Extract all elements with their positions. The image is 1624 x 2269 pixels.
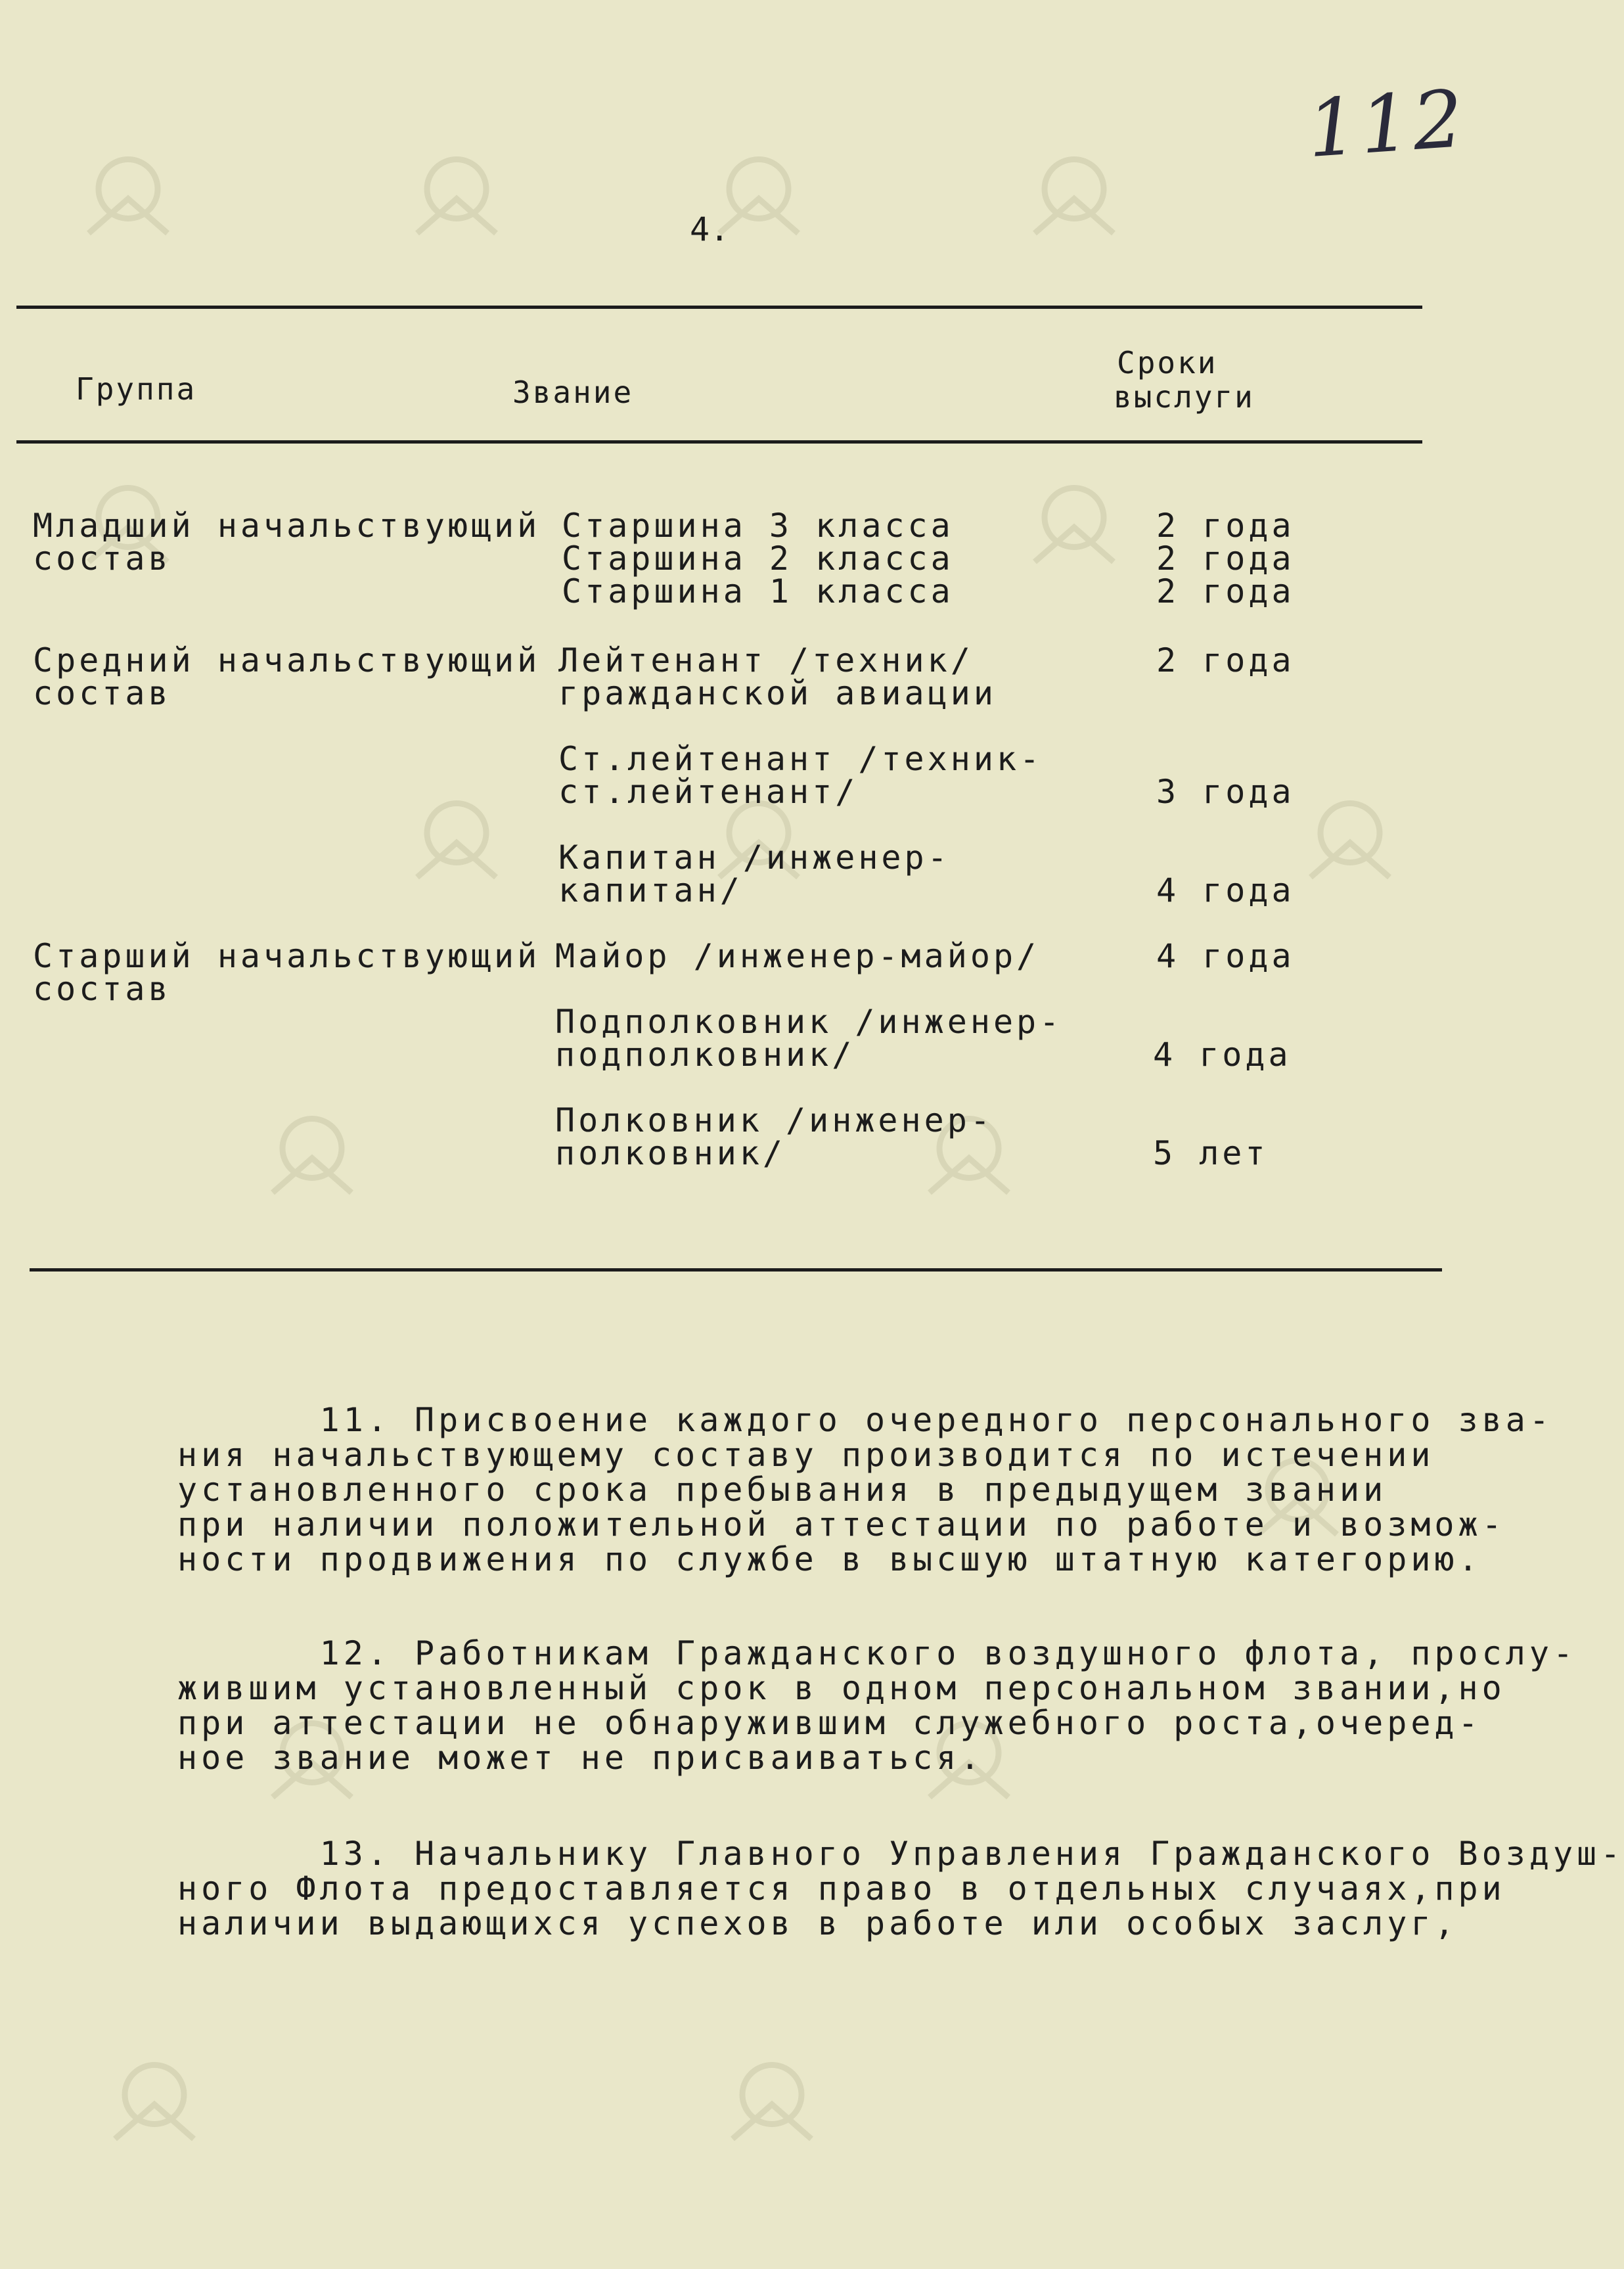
rank-cell: полковник/ (555, 1134, 786, 1172)
watermark-emblem-icon (407, 145, 506, 243)
watermark-emblem-icon (723, 2050, 821, 2149)
rank-cell: гражданской авиации (558, 674, 997, 712)
watermark-emblem-icon (1301, 789, 1399, 887)
paragraph-line: ного Флота предоставляется право в отдельных случаях,при (177, 1869, 1506, 1908)
page-number: 4. (690, 210, 730, 248)
term-cell: 2 года (1156, 539, 1295, 578)
rank-cell: Старшина 1 класса (562, 572, 954, 610)
header-rank: Звание (512, 375, 634, 410)
watermark-emblem-icon (1025, 473, 1123, 572)
paragraph-line: при аттестации не обнаружившим служебного роста,очеред- (177, 1704, 1482, 1742)
paragraph-line: жившим установленный срок в одном персональном звании,но (177, 1669, 1506, 1707)
rank-cell: Лейтенант /техник/ (558, 641, 974, 679)
rank-cell: Капитан /инженер- (558, 838, 951, 877)
term-cell: 5 лет (1153, 1134, 1269, 1172)
term-cell: 4 года (1156, 871, 1295, 909)
paragraph-line: 12. Работникам Гражданского воздушного флота, прослу- (177, 1634, 1577, 1672)
table-bottom-rule (30, 1268, 1442, 1272)
term-cell: 4 года (1156, 937, 1295, 975)
rank-cell: Старшина 3 класса (562, 507, 954, 545)
group-cell-line: состав (33, 674, 171, 712)
paragraph-line: ния начальствующему составу производится по истечении (177, 1436, 1435, 1474)
group-cell-line: состав (33, 539, 171, 578)
rank-cell: подполковник/ (555, 1036, 855, 1074)
term-cell: 4 года (1153, 1036, 1292, 1074)
term-cell: 2 года (1156, 641, 1295, 679)
header-group: Группа (76, 371, 197, 407)
table-top-rule (16, 306, 1422, 309)
header-term-line2: выслуги (1114, 379, 1255, 415)
paragraph-line: 11. Присвоение каждого очередного персонального зва- (177, 1401, 1553, 1439)
header-rule (16, 440, 1422, 444)
paragraph-line: при наличии положительной аттестации по работе и возмож- (177, 1505, 1506, 1544)
rank-cell: Полковник /инженер- (555, 1101, 993, 1139)
header-term-line1: Сроки (1117, 345, 1218, 380)
paragraph-line: 13. Начальнику Главного Управления Гражданского Воздуш- (177, 1835, 1624, 1873)
watermark-emblem-icon (407, 789, 506, 887)
paragraph-line: установленного срока пребывания в предыдущем звании (177, 1471, 1387, 1509)
rank-cell: Майор /инженер-майор/ (555, 937, 1040, 975)
rank-cell: капитан/ (558, 871, 743, 909)
rank-cell: ст.лейтенант/ (558, 773, 859, 811)
rank-cell: Старшина 2 класса (562, 539, 954, 578)
paragraph-line: наличии выдающихся успехов в работе или особых заслуг, (177, 1904, 1458, 1942)
watermark-emblem-icon (263, 1104, 361, 1203)
watermark-emblem-icon (105, 2050, 204, 2149)
group-cell-line: Средний начальствующий (33, 641, 541, 679)
folio-number: 112 (1304, 73, 1469, 176)
rank-cell: Подполковник /инженер- (555, 1003, 1063, 1041)
term-cell: 3 года (1156, 773, 1295, 811)
group-cell-line: Старший начальствующий (33, 937, 541, 975)
group-cell-line: Младший начальствующий (33, 507, 541, 545)
rank-cell: Ст.лейтенант /техник- (558, 740, 1043, 778)
paragraph-line: ности продвижения по службе в высшую штатную категорию. (177, 1540, 1482, 1578)
paragraph-line: ное звание может не присваиваться. (177, 1739, 984, 1777)
watermark-emblem-icon (79, 145, 177, 243)
group-cell-line: состав (33, 970, 171, 1008)
term-cell: 2 года (1156, 507, 1295, 545)
term-cell: 2 года (1156, 572, 1295, 610)
watermark-emblem-icon (1025, 145, 1123, 243)
